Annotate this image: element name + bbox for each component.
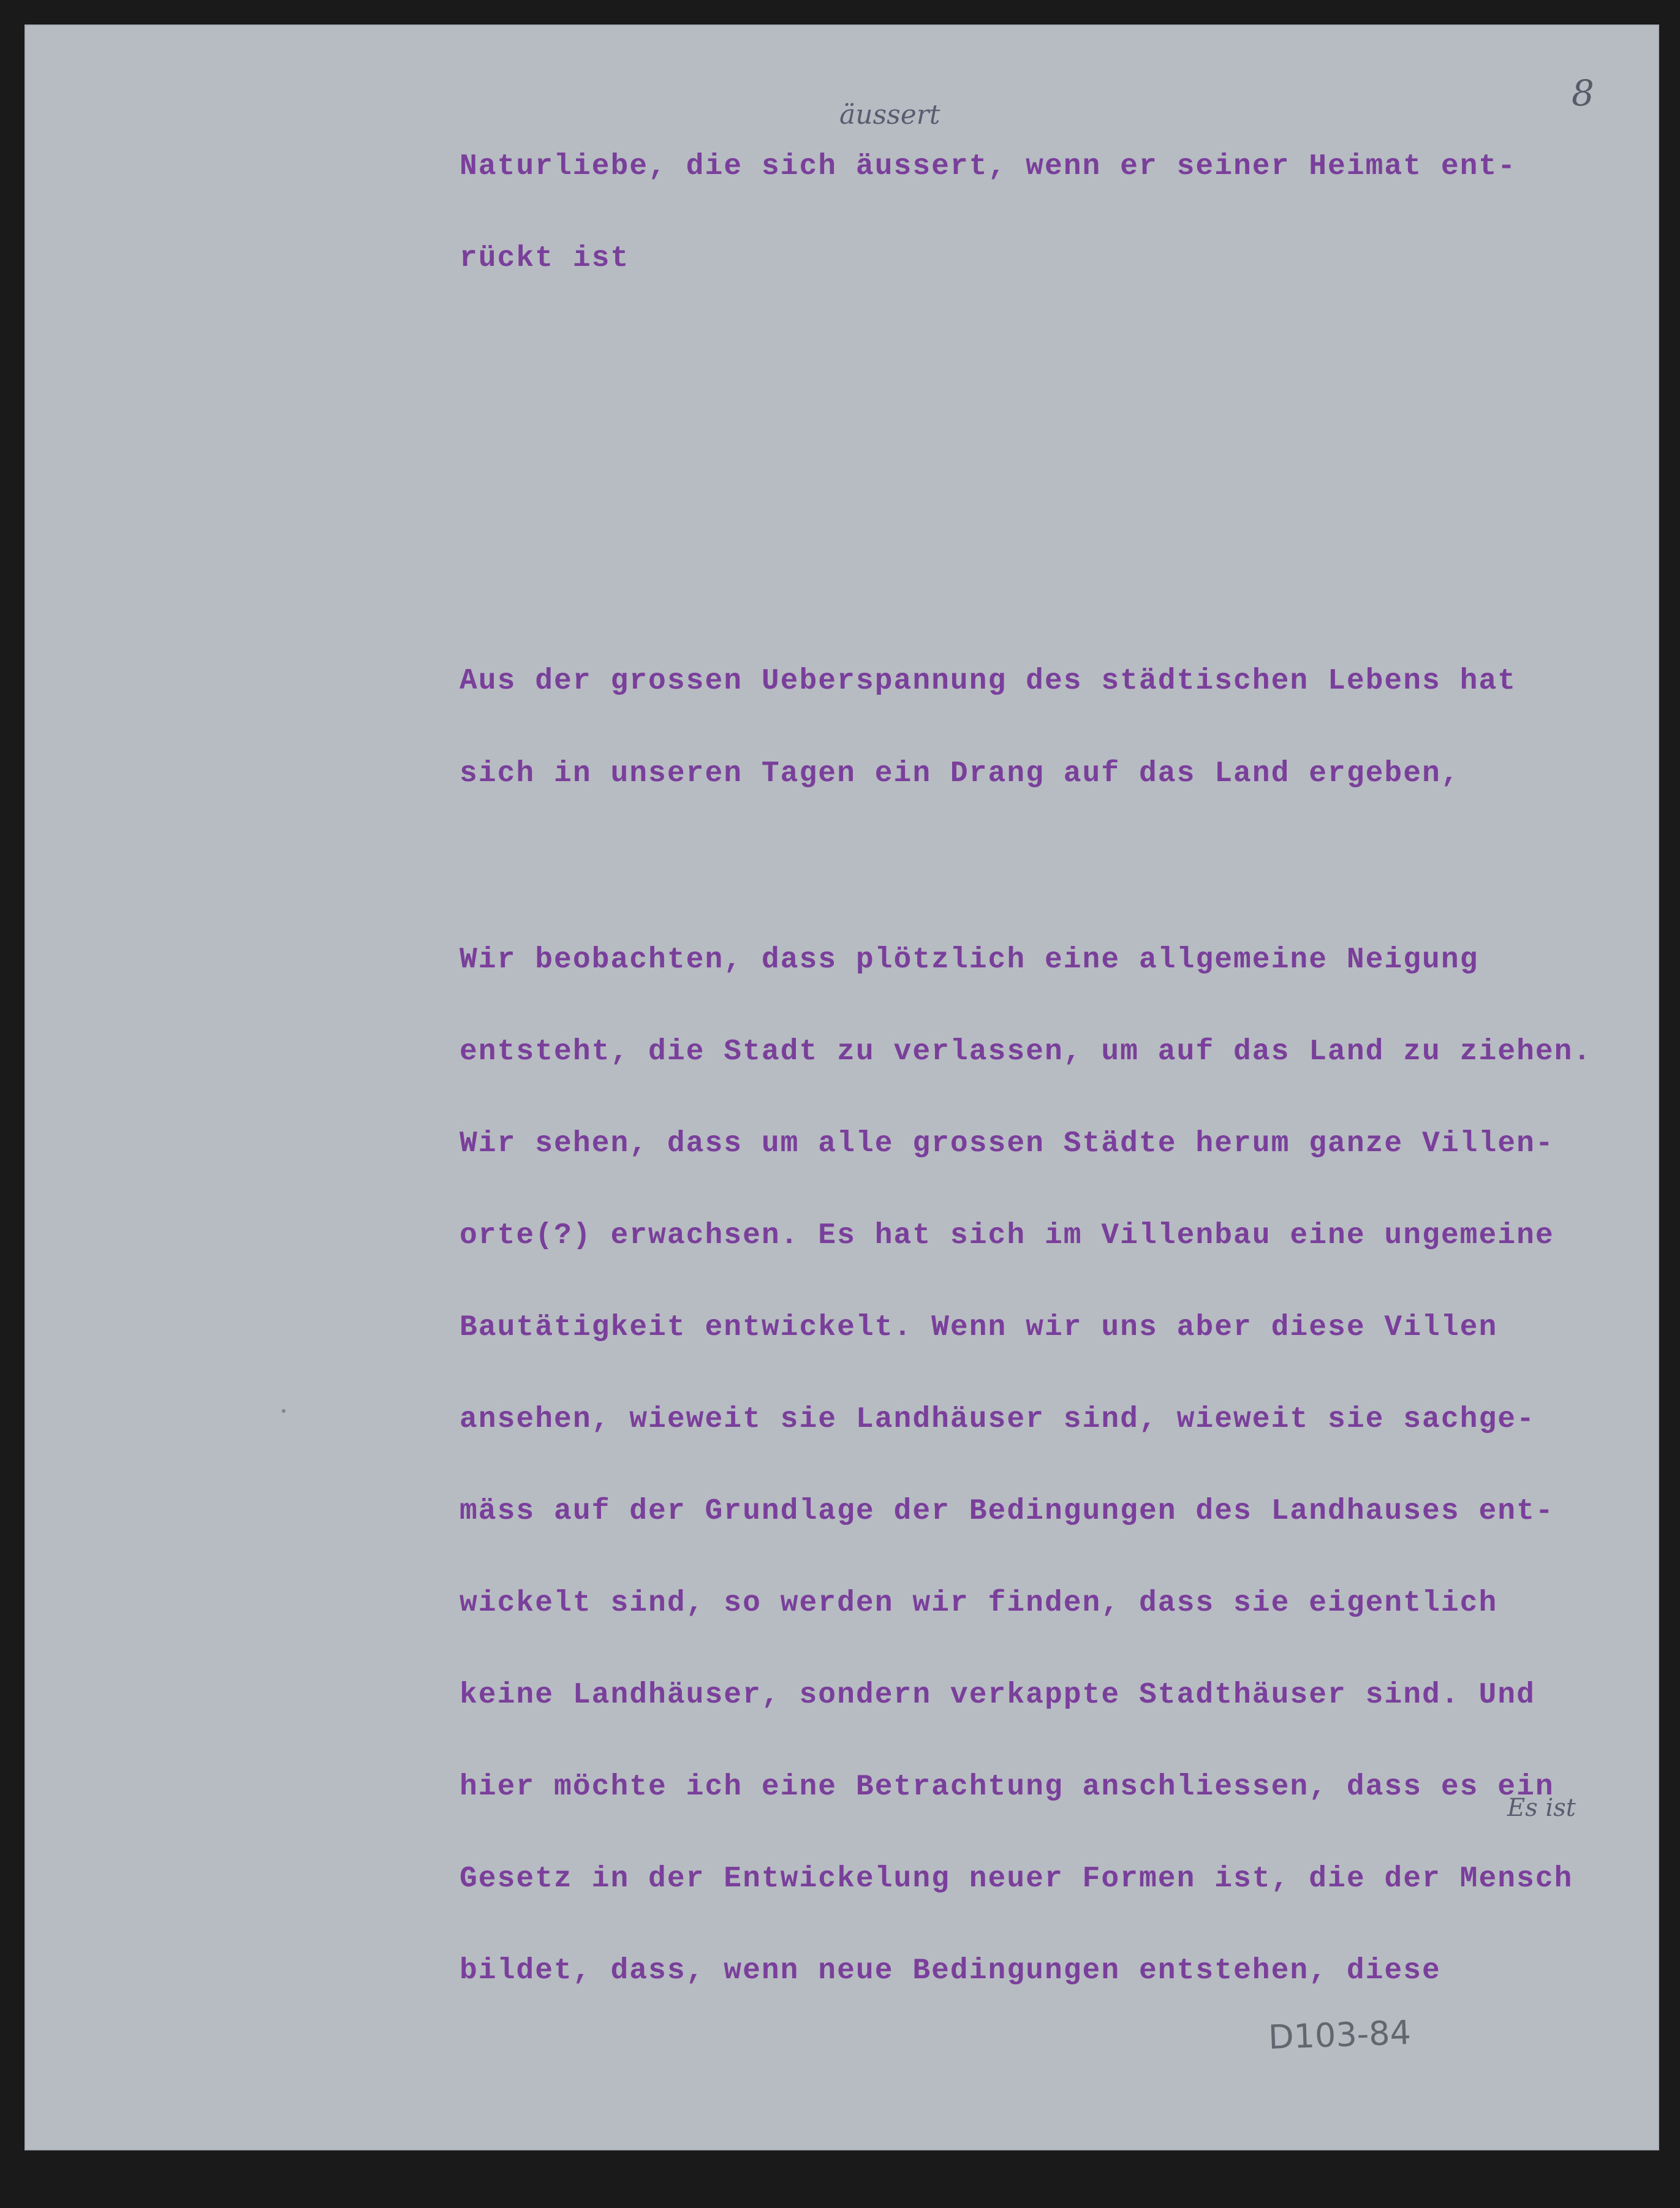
text-line: entsteht, die Stadt zu verlassen, um auf das Land zu ziehen. <box>460 1035 1592 1068</box>
archive-code: D103-84 <box>1267 2013 1412 2057</box>
text-line: Naturliebe, die sich äussert, wenn er seiner Heimat ent- <box>460 150 1517 183</box>
text-line: orte(?) erwachsen. Es hat sich im Villenbau eine ungemeine <box>460 1219 1554 1252</box>
text-line: hier möchte ich eine Betrachtung anschliessen, dass es ein <box>460 1771 1554 1804</box>
text-line: rückt ist <box>460 242 630 275</box>
handwritten-insertion: äussert <box>839 99 940 130</box>
handwritten-margin-note: Es ist <box>1507 1794 1576 1822</box>
page-number: 8 <box>1572 72 1594 114</box>
text-line: sich in unseren Tagen ein Drang auf das Land ergeben, <box>460 757 1460 790</box>
document-page <box>25 25 1659 2150</box>
text-line: keine Landhäuser, sondern verkappte Stadthäuser sind. Und <box>460 1679 1535 1712</box>
text-line: Wir beobachten, dass plötzlich eine allgemeine Neigung <box>460 943 1479 977</box>
text-line: mäss auf der Grundlage der Bedingungen des Landhauses ent- <box>460 1495 1554 1528</box>
text-line: Aus der grossen Ueberspannung des städtischen Lebens hat <box>460 665 1517 698</box>
text-line: bildet, dass, wenn neue Bedingungen entstehen, diese <box>460 1954 1441 1987</box>
text-line: Bautätigkeit entwickelt. Wenn wir uns aber diese Villen <box>460 1311 1498 1344</box>
text-line: Gesetz in der Entwickelung neuer Formen ist, die der Mensch <box>460 1862 1573 1896</box>
text-line: ansehen, wieweit sie Landhäuser sind, wieweit sie sachge- <box>460 1403 1535 1436</box>
paper-speck <box>282 1409 286 1413</box>
text-line: Wir sehen, dass um alle grossen Städte herum ganze Villen- <box>460 1127 1554 1160</box>
text-line: wickelt sind, so werden wir finden, dass sie eigentlich <box>460 1587 1498 1620</box>
